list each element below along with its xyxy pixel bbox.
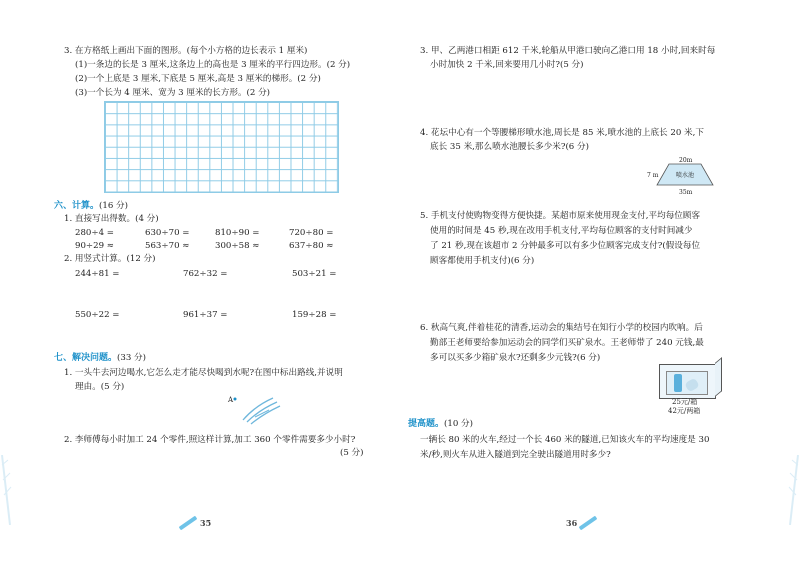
oral-calc: 810÷90 = [215,228,260,238]
trapezoid-bottom-label: 35m [679,189,693,196]
r-q6-line1: 6. 秋高气爽,伴着桂花的清香,运动会的集结号在知行小学的校园内吹响。后 [420,323,703,333]
trapezoid-top-label: 20m [679,157,693,164]
r-q6-line3: 多可以买多少箱矿泉水?还剩多少元钱?(6 分) [430,353,601,363]
price-per-two-boxes: 42元/两箱 [668,407,701,415]
vertical-calc: 961÷37 = [183,310,228,320]
section7-title: 七、解决问题。 [54,353,118,363]
pencil-icon [179,516,198,531]
section7-score: (33 分) [117,353,146,363]
oral-calc: 90÷29 ≈ [75,241,115,251]
section6-sub2: 2. 用竖式计算。(12 分) [64,254,156,264]
s7-q1-line2: 理由。(5 分) [75,382,125,392]
box-side [715,357,722,397]
improve-score: (10 分) [444,419,473,429]
water-bottle-icon [674,374,682,392]
oral-calc: 563÷70 ≈ [145,241,190,251]
oral-calc: 637÷80 ≈ [289,241,334,251]
q3-item-1: (1)一条边的长是 3 厘米,这条边上的高也是 3 厘米的平行四边形。(2 分) [75,60,351,70]
page-number-right: 36 [566,518,578,528]
r-q5-line3: 了 21 秒,现在该超市 2 分钟最多可以有多少位顾客完成支付?(假设每位 [430,241,701,251]
oral-calc: 630÷70 = [145,228,190,238]
r-q4-line2: 底长 35 米,那么喷水池腰长多少米?(6 分) [430,142,589,152]
cow-point [234,398,237,401]
vertical-calc: 159÷28 = [292,310,337,320]
r-q6-line2: 勤部王老师要给参加运动会的同学们买矿泉水。王老师带了 240 元钱,最 [430,338,704,348]
improve-line2: 米/秒,则火车从进入隧道到完全驶出隧道用时多少? [420,450,611,460]
vertical-calc: 503÷21 = [292,269,337,279]
r-q5-line1: 5. 手机支付使购物变得方便快捷。某超市原来使用现金支付,平均每位顾客 [420,211,701,221]
r-q5-line2: 使用的时间是 45 秒,现在改用手机支付,平均每位顾客的支付时间减少 [430,226,693,236]
price-per-box: 25元/箱 [672,398,698,406]
river-diagram[interactable] [225,392,285,426]
r-q4-line1: 4. 花坛中心有一个等腰梯形喷水池,周长是 85 米,喷水池的上底长 20 米,下 [420,128,704,138]
feather-decoration-icon [788,455,800,525]
q3-item-3: (3)一个长为 4 厘米、宽为 3 厘米的长方形。(2 分) [75,88,271,98]
section6-score: (16 分) [99,201,128,211]
s7-q2-line2: (5 分) [340,448,364,458]
water-box-image [659,364,716,399]
vertical-calc: 244÷81 = [75,269,120,279]
r-q3-line2: 小时加快 2 千米,回来要用几小时?(5 分) [430,60,584,70]
section6-title: 六、计算。 [54,201,100,211]
improve-line1: 一辆长 80 米的火车,经过一个长 460 米的隧道,已知该火车的平均速度是 30 [420,435,710,445]
improve-heading [408,418,473,430]
q3-stem: 3. 在方格纸上画出下面的图形。(每个小方格的边长表示 1 厘米) [64,46,308,56]
pencil-icon [579,516,598,531]
section6-heading [54,200,128,212]
vertical-calc: 550÷22 = [75,310,120,320]
s7-q1-line1: 1. 一头牛去河边喝水,它怎么走才能尽快喝到水呢?在图中标出路线,并说明 [64,368,343,378]
grid-paper[interactable] [104,101,339,193]
trapezoid-height-label: 7 m [647,172,659,179]
vertical-calc: 762÷32 = [183,269,228,279]
fountain-trapezoid-diagram [645,155,725,197]
river-line [243,398,273,420]
oral-calc: 720÷80 = [289,228,334,238]
section7-heading [54,352,146,364]
oral-calc: 280÷4 = [75,228,115,238]
r-q5-line4: 顾客都使用手机支付)(6 分) [430,256,535,266]
feather-decoration-icon [0,455,12,525]
s7-q2-line1: 2. 李师傅每小时加工 24 个零件,照这样计算,加工 360 个零件需要多少小时? [64,435,356,445]
trapezoid-label: 喷水池 [676,172,695,179]
page-number-left: 35 [200,518,212,528]
point-a-label: A [228,396,234,404]
section6-sub1: 1. 直接写出得数。(4 分) [64,214,159,224]
oral-calc: 300÷58 ≈ [215,241,260,251]
right-page [400,0,800,585]
q3-item-2: (2)一个上底是 3 厘米,下底是 5 厘米,高是 3 厘米的梯形。(2 分) [75,74,321,84]
improve-title: 提高题。 [408,419,445,429]
r-q3-line1: 3. 甲、乙两港口相距 612 千米,轮船从甲港口驶向乙港口用 18 小时,回来时每 [420,46,716,56]
